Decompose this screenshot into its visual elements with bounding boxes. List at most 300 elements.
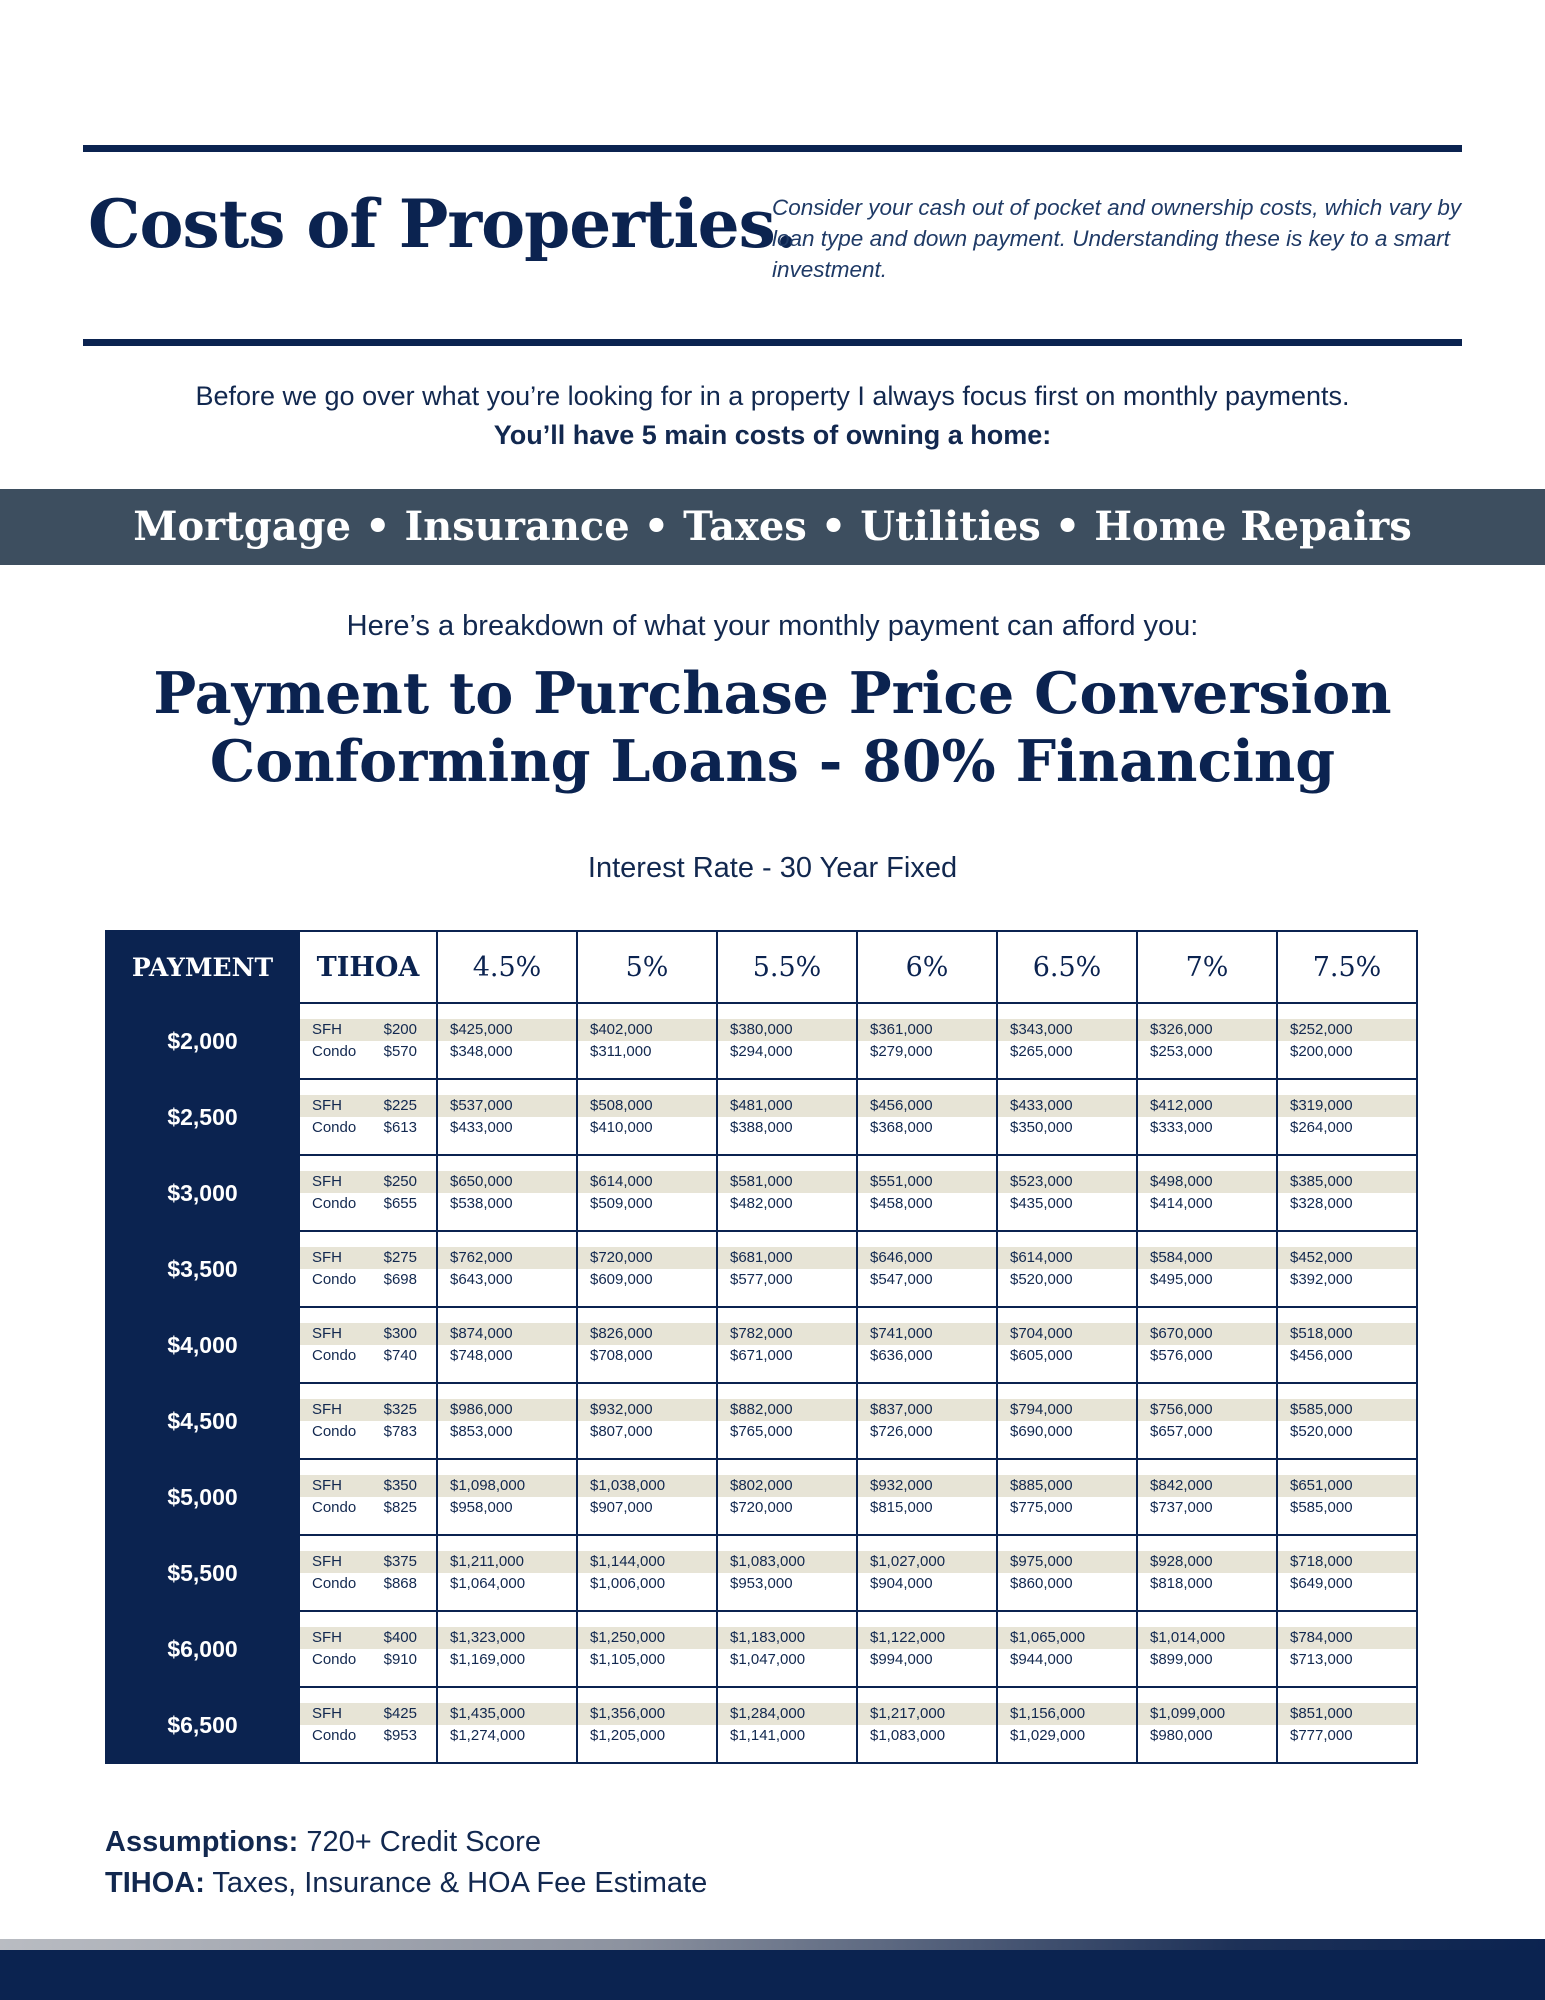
price-cell: [1137, 1003, 1277, 1079]
condo-label: Condo: [312, 1727, 357, 1744]
price-cell: [997, 1003, 1137, 1079]
price-cell: [997, 1079, 1137, 1155]
sfh-tihoa-value: $225: [383, 1097, 417, 1114]
price-cell: [437, 1307, 577, 1383]
sfh-price: $1,038,000: [578, 1475, 716, 1497]
sfh-tihoa-value: $275: [383, 1249, 417, 1266]
condo-price: $1,105,000: [578, 1649, 716, 1671]
condo-tihoa-value: $613: [383, 1119, 417, 1136]
price-cell: [437, 1383, 577, 1459]
price-cell: [577, 1687, 717, 1763]
condo-tihoa-value: $910: [383, 1651, 417, 1668]
condo-label: Condo: [312, 1423, 357, 1440]
price-cell: [437, 1459, 577, 1535]
table-row: [106, 1383, 1417, 1459]
sfh-price: $581,000: [718, 1171, 856, 1193]
price-cell: [577, 1611, 717, 1687]
condo-price: $726,000: [858, 1421, 996, 1443]
rate-column-header: 4.5%: [437, 931, 577, 1003]
payment-cell: $4,000: [106, 1307, 299, 1383]
condo-price: $907,000: [578, 1497, 716, 1519]
condo-price: $807,000: [578, 1421, 716, 1443]
condo-price: $737,000: [1138, 1497, 1276, 1519]
sfh-price: $326,000: [1138, 1019, 1276, 1041]
price-cell: [1277, 1687, 1417, 1763]
price-cell: [857, 1307, 997, 1383]
condo-price: $994,000: [858, 1649, 996, 1671]
condo-price: $350,000: [998, 1117, 1136, 1139]
tihoa-label: TIHOA:: [105, 1867, 205, 1899]
condo-price: $414,000: [1138, 1193, 1276, 1215]
condo-price: $1,083,000: [858, 1725, 996, 1747]
payment-cell: $3,000: [106, 1155, 299, 1231]
table-row: [106, 1155, 1417, 1231]
condo-price: $777,000: [1278, 1725, 1416, 1747]
tihoa-cell: [299, 1535, 437, 1611]
payment-cell: $2,500: [106, 1079, 299, 1155]
price-cell: [717, 1687, 857, 1763]
sfh-price: $670,000: [1138, 1323, 1276, 1345]
condo-price: $509,000: [578, 1193, 716, 1215]
sfh-price: $456,000: [858, 1095, 996, 1117]
price-cell: [1137, 1459, 1277, 1535]
condo-price: $818,000: [1138, 1573, 1276, 1595]
condo-price: $577,000: [718, 1269, 856, 1291]
table-title-line-1: Payment to Purchase Price Conversion: [153, 660, 1392, 727]
assumptions-note: [105, 1822, 707, 1863]
price-cell: [717, 1611, 857, 1687]
payment-cell: $2,000: [106, 1003, 299, 1079]
price-cell: [577, 1383, 717, 1459]
sfh-price: $1,284,000: [718, 1703, 856, 1725]
price-cell: [577, 1231, 717, 1307]
sfh-tihoa-value: $350: [383, 1477, 417, 1494]
sfh-price: $851,000: [1278, 1703, 1416, 1725]
sfh-label: SFH: [312, 1097, 342, 1114]
condo-price: $433,000: [438, 1117, 576, 1139]
sfh-price: $762,000: [438, 1247, 576, 1269]
price-cell: [1137, 1611, 1277, 1687]
sfh-label: SFH: [312, 1477, 342, 1494]
condo-price: $860,000: [998, 1573, 1136, 1595]
sfh-price: $1,122,000: [858, 1627, 996, 1649]
payment-cell: $5,000: [106, 1459, 299, 1535]
rate-column-header: 5%: [577, 931, 717, 1003]
condo-price: $576,000: [1138, 1345, 1276, 1367]
condo-price: $585,000: [1278, 1497, 1416, 1519]
condo-price: $958,000: [438, 1497, 576, 1519]
tihoa-note: [105, 1863, 707, 1904]
price-cell: [997, 1307, 1137, 1383]
sfh-price: $928,000: [1138, 1551, 1276, 1573]
condo-price: $853,000: [438, 1421, 576, 1443]
condo-price: $368,000: [858, 1117, 996, 1139]
price-cell: [997, 1155, 1137, 1231]
sfh-price: $1,144,000: [578, 1551, 716, 1573]
sfh-price: $1,099,000: [1138, 1703, 1276, 1725]
price-cell: [577, 1459, 717, 1535]
sfh-price: $650,000: [438, 1171, 576, 1193]
price-cell: [1277, 1459, 1417, 1535]
condo-price: $388,000: [718, 1117, 856, 1139]
assumptions-label: Assumptions:: [105, 1826, 299, 1858]
price-cell: [437, 1231, 577, 1307]
costs-band: Mortgage • Insurance • Taxes • Utilities • Home Repairs: [0, 489, 1545, 565]
condo-tihoa-value: $570: [383, 1043, 417, 1060]
payment-cell: $6,500: [106, 1687, 299, 1763]
sfh-price: $537,000: [438, 1095, 576, 1117]
price-cell: [437, 1155, 577, 1231]
sfh-price: $986,000: [438, 1399, 576, 1421]
sfh-price: $433,000: [998, 1095, 1136, 1117]
page-title: Costs of Properties.: [88, 185, 797, 263]
price-cell: [437, 1535, 577, 1611]
condo-price: $265,000: [998, 1041, 1136, 1063]
tihoa-column-header: TIHOA: [299, 931, 437, 1003]
condo-label: Condo: [312, 1651, 357, 1668]
condo-price: $1,029,000: [998, 1725, 1136, 1747]
price-cell: [857, 1535, 997, 1611]
price-cell: [717, 1079, 857, 1155]
price-cell: [1277, 1611, 1417, 1687]
condo-price: $538,000: [438, 1193, 576, 1215]
condo-price: $311,000: [578, 1041, 716, 1063]
condo-price: $264,000: [1278, 1117, 1416, 1139]
condo-price: $348,000: [438, 1041, 576, 1063]
sfh-price: $874,000: [438, 1323, 576, 1345]
sfh-price: $741,000: [858, 1323, 996, 1345]
price-cell: [437, 1003, 577, 1079]
price-cell: [857, 1611, 997, 1687]
price-cell: [577, 1079, 717, 1155]
price-cell: [857, 1459, 997, 1535]
price-cell: [997, 1459, 1137, 1535]
rate-column-header: 7.5%: [1277, 931, 1417, 1003]
payment-cell: $5,500: [106, 1535, 299, 1611]
sfh-price: $523,000: [998, 1171, 1136, 1193]
condo-price: $1,006,000: [578, 1573, 716, 1595]
sfh-price: $842,000: [1138, 1475, 1276, 1497]
sfh-tihoa-value: $425: [383, 1705, 417, 1722]
condo-tihoa-value: $698: [383, 1271, 417, 1288]
payment-column-header: PAYMENT: [106, 931, 299, 1003]
sfh-price: $1,356,000: [578, 1703, 716, 1725]
condo-price: $748,000: [438, 1345, 576, 1367]
sfh-label: SFH: [312, 1629, 342, 1646]
price-cell: [997, 1383, 1137, 1459]
sfh-tihoa-value: $250: [383, 1173, 417, 1190]
condo-price: $605,000: [998, 1345, 1136, 1367]
price-cell: [857, 1383, 997, 1459]
condo-price: $1,064,000: [438, 1573, 576, 1595]
price-cell: [1137, 1687, 1277, 1763]
table-row: [106, 1079, 1417, 1155]
tihoa-cell: [299, 1611, 437, 1687]
sfh-price: $343,000: [998, 1019, 1136, 1041]
sfh-price: $518,000: [1278, 1323, 1416, 1345]
rate-column-header: 6%: [857, 931, 997, 1003]
sfh-price: $882,000: [718, 1399, 856, 1421]
sfh-price: $718,000: [1278, 1551, 1416, 1573]
condo-price: $904,000: [858, 1573, 996, 1595]
payment-cell: $3,500: [106, 1231, 299, 1307]
condo-price: $279,000: [858, 1041, 996, 1063]
sfh-price: $1,083,000: [718, 1551, 856, 1573]
table-title: [0, 660, 1545, 796]
condo-tihoa-value: $783: [383, 1423, 417, 1440]
condo-label: Condo: [312, 1347, 357, 1364]
sfh-tihoa-value: $400: [383, 1629, 417, 1646]
sfh-price: $1,014,000: [1138, 1627, 1276, 1649]
price-cell: [1137, 1079, 1277, 1155]
table-body: [106, 1003, 1417, 1763]
sfh-price: $380,000: [718, 1019, 856, 1041]
sfh-price: $837,000: [858, 1399, 996, 1421]
condo-price: $649,000: [1278, 1573, 1416, 1595]
sfh-price: $319,000: [1278, 1095, 1416, 1117]
condo-tihoa-value: $953: [383, 1727, 417, 1744]
price-cell: [1277, 1383, 1417, 1459]
price-cell: [857, 1231, 997, 1307]
price-cell: [857, 1687, 997, 1763]
condo-price: $713,000: [1278, 1649, 1416, 1671]
price-cell: [1277, 1155, 1417, 1231]
condo-price: $410,000: [578, 1117, 716, 1139]
lead-emphasis: You’ll have 5 main costs of owning a home:: [493, 420, 1052, 450]
sfh-tihoa-value: $375: [383, 1553, 417, 1570]
price-cell: [857, 1079, 997, 1155]
conversion-table: [105, 930, 1418, 1764]
condo-price: $899,000: [1138, 1649, 1276, 1671]
sfh-label: SFH: [312, 1553, 342, 1570]
condo-label: Condo: [312, 1195, 357, 1212]
footer-gradient-strip: [0, 1939, 1545, 1950]
top-divider: [83, 145, 1462, 152]
sfh-price: $681,000: [718, 1247, 856, 1269]
condo-price: $520,000: [1278, 1421, 1416, 1443]
tihoa-cell: [299, 1003, 437, 1079]
table-title-line-2: Conforming Loans - 80% Financing: [209, 728, 1336, 795]
condo-price: $1,047,000: [718, 1649, 856, 1671]
price-cell: [577, 1307, 717, 1383]
price-cell: [1137, 1535, 1277, 1611]
table-row: [106, 1003, 1417, 1079]
condo-price: $482,000: [718, 1193, 856, 1215]
sfh-price: $646,000: [858, 1247, 996, 1269]
condo-price: $765,000: [718, 1421, 856, 1443]
price-cell: [437, 1687, 577, 1763]
sfh-price: $585,000: [1278, 1399, 1416, 1421]
price-cell: [1277, 1535, 1417, 1611]
price-cell: [717, 1307, 857, 1383]
condo-label: Condo: [312, 1271, 357, 1288]
sfh-price: $1,250,000: [578, 1627, 716, 1649]
sfh-price: $1,027,000: [858, 1551, 996, 1573]
sfh-price: $932,000: [858, 1475, 996, 1497]
footer-bar: [0, 1950, 1545, 2000]
price-cell: [1137, 1155, 1277, 1231]
condo-price: $657,000: [1138, 1421, 1276, 1443]
price-cell: [577, 1535, 717, 1611]
rate-caption: Interest Rate - 30 Year Fixed: [587, 852, 958, 884]
tihoa-cell: [299, 1155, 437, 1231]
condo-price: $775,000: [998, 1497, 1136, 1519]
condo-price: $953,000: [718, 1573, 856, 1595]
sfh-price: $1,156,000: [998, 1703, 1136, 1725]
condo-price: $1,169,000: [438, 1649, 576, 1671]
sfh-price: $361,000: [858, 1019, 996, 1041]
sfh-price: $402,000: [578, 1019, 716, 1041]
footnotes: [105, 1822, 707, 1904]
sfh-price: $584,000: [1138, 1247, 1276, 1269]
condo-price: $328,000: [1278, 1193, 1416, 1215]
sfh-price: $784,000: [1278, 1627, 1416, 1649]
condo-price: $980,000: [1138, 1725, 1276, 1747]
sfh-price: $975,000: [998, 1551, 1136, 1573]
sfh-tihoa-value: $300: [383, 1325, 417, 1342]
sfh-price: $1,065,000: [998, 1627, 1136, 1649]
price-cell: [1277, 1307, 1417, 1383]
condo-price: $392,000: [1278, 1269, 1416, 1291]
price-cell: [717, 1231, 857, 1307]
condo-price: $609,000: [578, 1269, 716, 1291]
tihoa-cell: [299, 1079, 437, 1155]
condo-price: $708,000: [578, 1345, 716, 1367]
intro-note: Consider your cash out of pocket and ownership costs, which vary by loan type and down payment. Understanding these is key to a smart investment.: [772, 195, 1462, 282]
condo-price: $547,000: [858, 1269, 996, 1291]
condo-price: $495,000: [1138, 1269, 1276, 1291]
payment-cell: $4,500: [106, 1383, 299, 1459]
condo-tihoa-value: $868: [383, 1575, 417, 1592]
sfh-price: $704,000: [998, 1323, 1136, 1345]
price-cell: [577, 1003, 717, 1079]
payment-cell: $6,000: [106, 1611, 299, 1687]
price-cell: [717, 1155, 857, 1231]
sfh-price: $425,000: [438, 1019, 576, 1041]
sfh-price: $1,217,000: [858, 1703, 996, 1725]
table-header-row: [106, 931, 1417, 1003]
sfh-price: $452,000: [1278, 1247, 1416, 1269]
price-cell: [1277, 1079, 1417, 1155]
sfh-label: SFH: [312, 1173, 342, 1190]
sfh-label: SFH: [312, 1249, 342, 1266]
price-cell: [857, 1155, 997, 1231]
tihoa-cell: [299, 1383, 437, 1459]
condo-price: $1,205,000: [578, 1725, 716, 1747]
price-cell: [437, 1079, 577, 1155]
rate-column-header: 7%: [1137, 931, 1277, 1003]
condo-price: $458,000: [858, 1193, 996, 1215]
tihoa-cell: [299, 1231, 437, 1307]
sfh-price: $802,000: [718, 1475, 856, 1497]
price-cell: [997, 1535, 1137, 1611]
price-cell: [997, 1687, 1137, 1763]
sfh-price: $614,000: [578, 1171, 716, 1193]
rate-column-header: 5.5%: [717, 931, 857, 1003]
lead-text: Before we go over what you’re looking for in a property I always focus first on monthly payments.: [195, 381, 1350, 411]
sfh-price: $932,000: [578, 1399, 716, 1421]
condo-price: $435,000: [998, 1193, 1136, 1215]
price-cell: [577, 1155, 717, 1231]
condo-tihoa-value: $825: [383, 1499, 417, 1516]
price-cell: [717, 1459, 857, 1535]
sfh-price: $1,098,000: [438, 1475, 576, 1497]
condo-price: $456,000: [1278, 1345, 1416, 1367]
condo-price: $671,000: [718, 1345, 856, 1367]
header-bottom-divider: [83, 339, 1462, 346]
price-cell: [1137, 1231, 1277, 1307]
sfh-price: $885,000: [998, 1475, 1136, 1497]
sfh-price: $385,000: [1278, 1171, 1416, 1193]
condo-label: Condo: [312, 1499, 357, 1516]
table-row: [106, 1535, 1417, 1611]
rate-column-header: 6.5%: [997, 931, 1137, 1003]
table-row: [106, 1611, 1417, 1687]
sfh-tihoa-value: $325: [383, 1401, 417, 1418]
sfh-label: SFH: [312, 1325, 342, 1342]
table-row: [106, 1307, 1417, 1383]
sfh-label: SFH: [312, 1021, 342, 1038]
sfh-price: $1,435,000: [438, 1703, 576, 1725]
condo-price: $1,141,000: [718, 1725, 856, 1747]
tihoa-cell: [299, 1459, 437, 1535]
condo-price: $690,000: [998, 1421, 1136, 1443]
price-cell: [1137, 1307, 1277, 1383]
sfh-price: $508,000: [578, 1095, 716, 1117]
sfh-price: $651,000: [1278, 1475, 1416, 1497]
condo-label: Condo: [312, 1575, 357, 1592]
sfh-price: $1,183,000: [718, 1627, 856, 1649]
condo-tihoa-value: $655: [383, 1195, 417, 1212]
sfh-label: SFH: [312, 1401, 342, 1418]
condo-label: Condo: [312, 1119, 357, 1136]
price-cell: [857, 1003, 997, 1079]
condo-price: $636,000: [858, 1345, 996, 1367]
condo-label: Condo: [312, 1043, 357, 1060]
assumptions-text: 720+ Credit Score: [306, 1826, 541, 1858]
sfh-price: $720,000: [578, 1247, 716, 1269]
sfh-price: $412,000: [1138, 1095, 1276, 1117]
sfh-price: $252,000: [1278, 1019, 1416, 1041]
sfh-price: $551,000: [858, 1171, 996, 1193]
sfh-label: SFH: [312, 1705, 342, 1722]
sfh-price: $794,000: [998, 1399, 1136, 1421]
price-cell: [437, 1611, 577, 1687]
price-cell: [1137, 1383, 1277, 1459]
sfh-price: $498,000: [1138, 1171, 1276, 1193]
tihoa-cell: [299, 1687, 437, 1763]
condo-price: $815,000: [858, 1497, 996, 1519]
price-cell: [1277, 1231, 1417, 1307]
condo-price: $200,000: [1278, 1041, 1416, 1063]
sfh-price: $756,000: [1138, 1399, 1276, 1421]
condo-price: $520,000: [998, 1269, 1136, 1291]
sfh-tihoa-value: $200: [383, 1021, 417, 1038]
sfh-price: $782,000: [718, 1323, 856, 1345]
condo-price: $643,000: [438, 1269, 576, 1291]
sfh-price: $614,000: [998, 1247, 1136, 1269]
table-row: [106, 1459, 1417, 1535]
price-cell: [997, 1611, 1137, 1687]
sfh-price: $826,000: [578, 1323, 716, 1345]
price-cell: [717, 1003, 857, 1079]
price-cell: [717, 1535, 857, 1611]
tihoa-cell: [299, 1307, 437, 1383]
condo-price: $294,000: [718, 1041, 856, 1063]
sfh-price: $1,323,000: [438, 1627, 576, 1649]
condo-price: $333,000: [1138, 1117, 1276, 1139]
tihoa-text: Taxes, Insurance & HOA Fee Estimate: [212, 1867, 708, 1899]
